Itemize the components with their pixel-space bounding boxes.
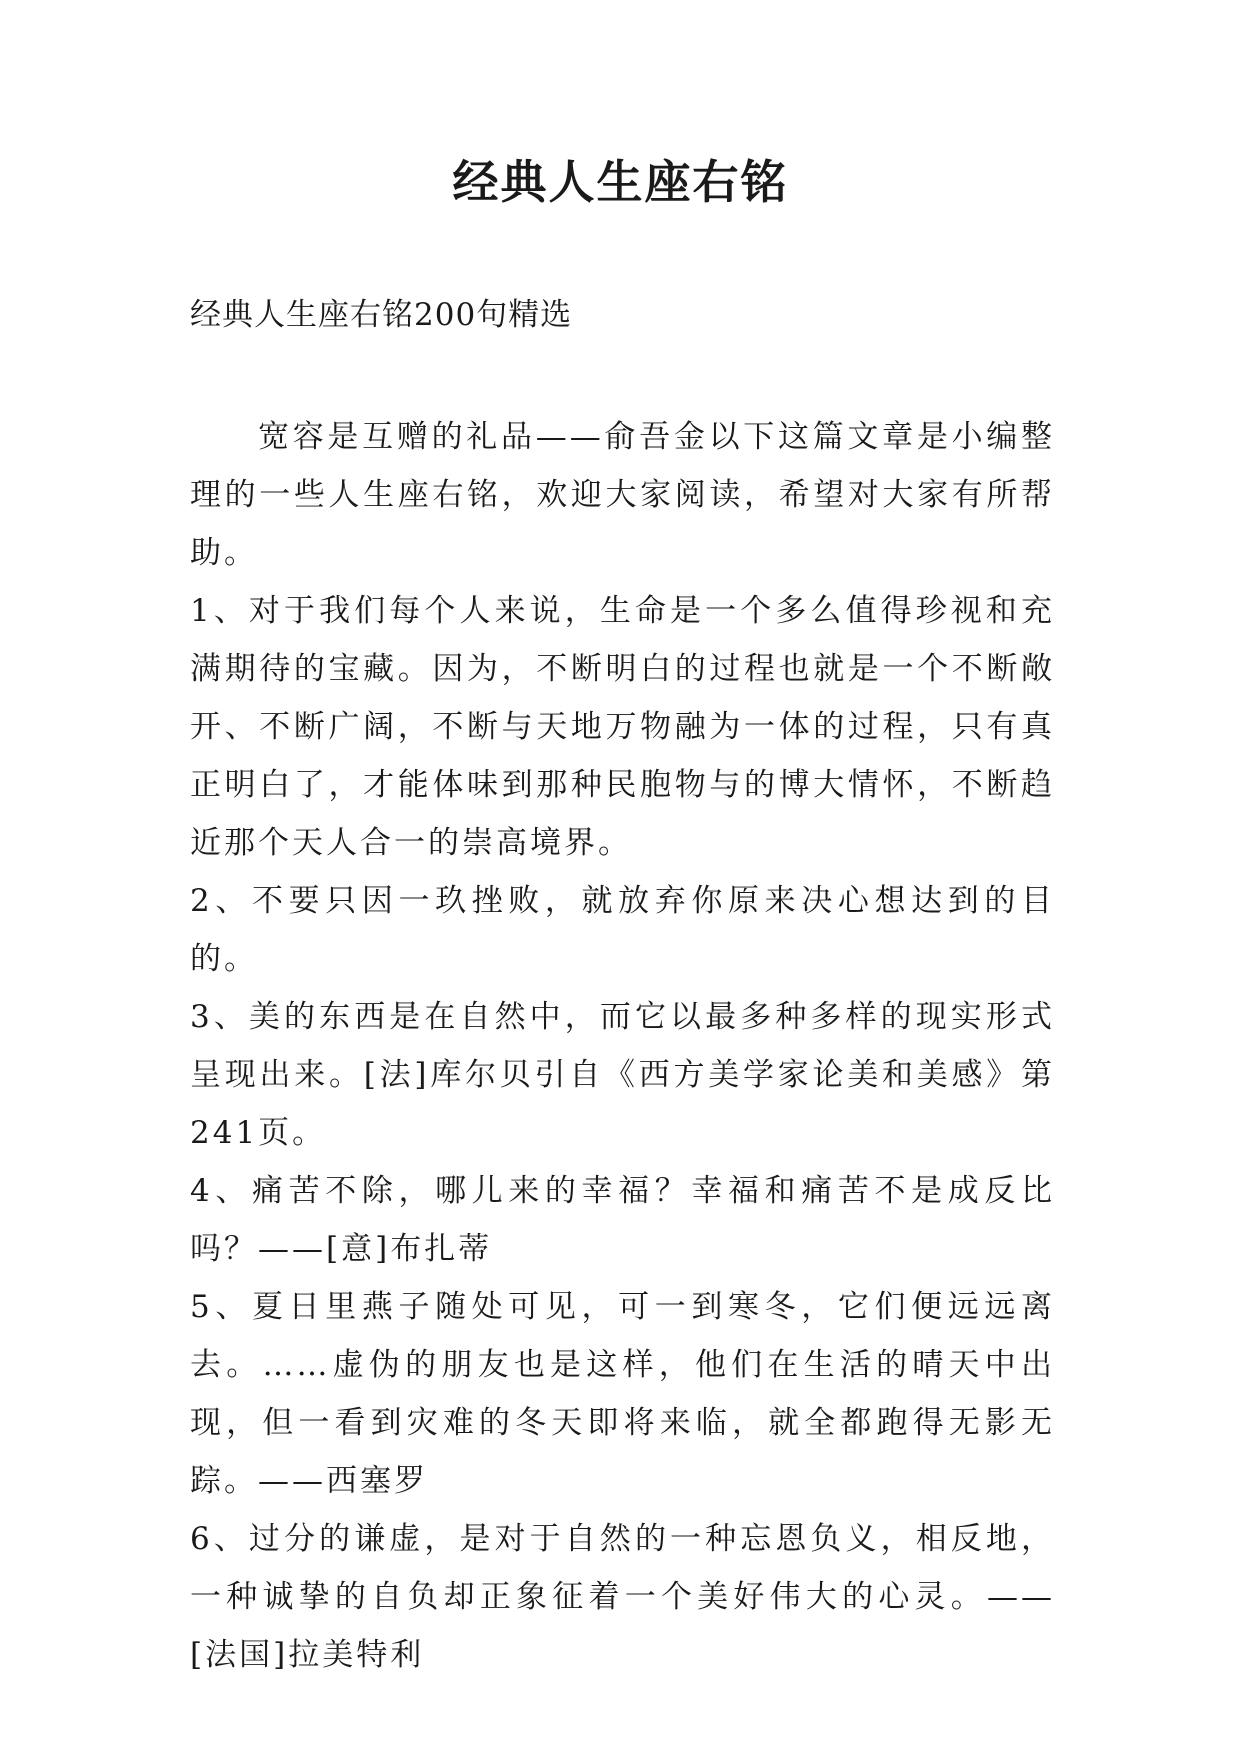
quote-item-1: 1、对于我们每个人来说，生命是一个多么值得珍视和充满期待的宝藏。因为，不断明白的过程也就是一个不断敞开、不断广阔，不断与天地万物融为一体的过程，只有真正明白了，才能体味到那种民胞物与的博大情怀，不断趋近那个天人合一的崇高境界。 <box>190 593 1055 861</box>
intro-paragraph: 宽容是互赠的礼品——俞吾金以下这篇文章是小编整理的一些人生座右铭，欢迎大家阅读，希望对大家有所帮助。 <box>190 419 1055 571</box>
quote-item-4: 4、痛苦不除，哪儿来的幸福？幸福和痛苦不是成反比吗？——[意]布扎蒂 <box>190 1173 1055 1267</box>
quote-item-6: 6、过分的谦虚，是对于自然的一种忘恩负义，相反地，一种诚挚的自负却正象征着一个美好伟大的心灵。——[法国]拉美特利 <box>190 1521 1055 1673</box>
document-subtitle: 经典人生座右铭200句精选 <box>190 297 573 333</box>
document-title: 经典人生座右铭 <box>452 155 789 209</box>
quote-item-3: 3、美的东西是在自然中，而它以最多种多样的现实形式呈现出来。[法]库尔贝引自《西方美学家论美和美感》第241页。 <box>190 999 1055 1151</box>
quote-item-5: 5、夏日里燕子随处可见，可一到寒冬，它们便远远离去。……虚伪的朋友也是这样，他们在生活的晴天中出现，但一看到灾难的冬天即将来临，就全都跑得无影无踪。——西塞罗 <box>190 1289 1055 1499</box>
quote-item-2: 2、不要只因一玖挫败，就放弃你原来决心想达到的目的。 <box>190 883 1055 977</box>
document-body <box>190 408 1055 1684</box>
